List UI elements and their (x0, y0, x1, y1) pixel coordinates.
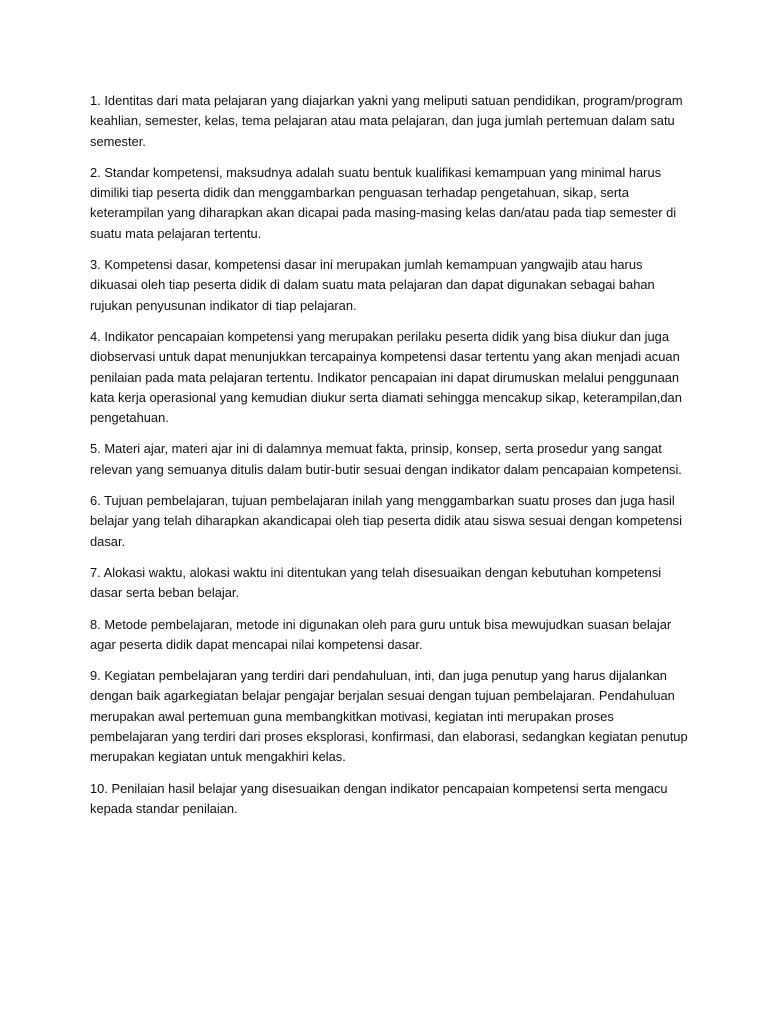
paragraph-item-1: 1. Identitas dari mata pelajaran yang diajarkan yakni yang meliputi satuan pendidikan, program/program keahlian, semester, kelas, tema pelajaran atau mata pelajaran, dan juga jumlah pertemuan dalam satu semester. (90, 93, 683, 149)
document-body (90, 91, 690, 830)
paragraph-item-7: 7. Alokasi waktu, alokasi waktu ini ditentukan yang telah disesuaikan dengan kebutuhan kompetensi dasar serta beban belajar. (90, 564, 662, 601)
paragraph-item-9: 9. Kegiatan pembelajaran yang terdiri dari pendahuluan, inti, dan juga penutup yang harus dijalankan dengan baik agarkegiatan belajar pengajar berjalan sesuai dengan tujuan pembelajaran. Pendahuluan merupakan awal pertemuan guna membangkitkan motivasi, kegiatan inti merupakan proses pembelajaran yang terdiri dari proses eksplorasi, konfirmasi, dan elaborasi, sedangkan kegiatan penutup merupakan kegiatan untuk mengakhiri kelas. (90, 668, 688, 765)
paragraph-item-2: 2. Standar kompetensi, maksudnya adalah suatu bentuk kualifikasi kemampuan yang minimal harus dimiliki tiap peserta didik dan menggambarkan penguasan terhadap pengetahuan, sikap, serta keterampilan yang diharapkan akan dicapai pada masing-masing kelas dan/atau pada tiap semester di suatu mata pelajaran tertentu. (90, 164, 677, 241)
paragraph-item-8: 8. Metode pembelajaran, metode ini digunakan oleh para guru untuk bisa mewujudkan suasan belajar agar peserta didik dapat mencapai nilai kompetensi dasar. (90, 616, 672, 652)
paragraph-item-4: 4. Indikator pencapaian kompetensi yang merupakan perilaku peserta didik yang bisa diukur dan juga diobservasi untuk dapat menunjukkan tercapainya kompetensi dasar tertentu yang akan menjadi acuan penilaian pada mata pelajaran tertentu. Indikator pencapaian ini dapat dirumuskan melalui penggunaan kata kerja operasional yang kemudian diukur serta diamati sehingga mencakup sikap, keterampilan,dan pengetahuan. (90, 328, 682, 426)
paragraph-item-10: 10. Penilaian hasil belajar yang disesuaikan dengan indikator pencapaian kompetensi serta mengacu kepada standar penilaian. (90, 780, 668, 816)
paragraph-item-5: 5. Materi ajar, materi ajar ini di dalamnya memuat fakta, prinsip, konsep, serta prosedur yang sangat relevan yang semuanya ditulis dalam butir-butir sesuai dengan indikator dalam pencapaian kompetensi. (90, 441, 682, 477)
paragraph-item-3: 3. Kompetensi dasar, kompetensi dasar ini merupakan jumlah kemampuan yangwajib atau harus dikuasai oleh tiap peserta didik di dalam suatu mata pelajaran dan dapat digunakan sebagai bahan rujukan penyusunan indikator di tiap pelajaran. (90, 257, 655, 313)
paragraph-item-6: 6. Tujuan pembelajaran, tujuan pembelajaran inilah yang menggambarkan suatu proses dan juga hasil belajar yang telah diharapkan akandicapai oleh tiap peserta didik atau siswa sesuai dengan kompetensi dasar. (90, 493, 682, 549)
